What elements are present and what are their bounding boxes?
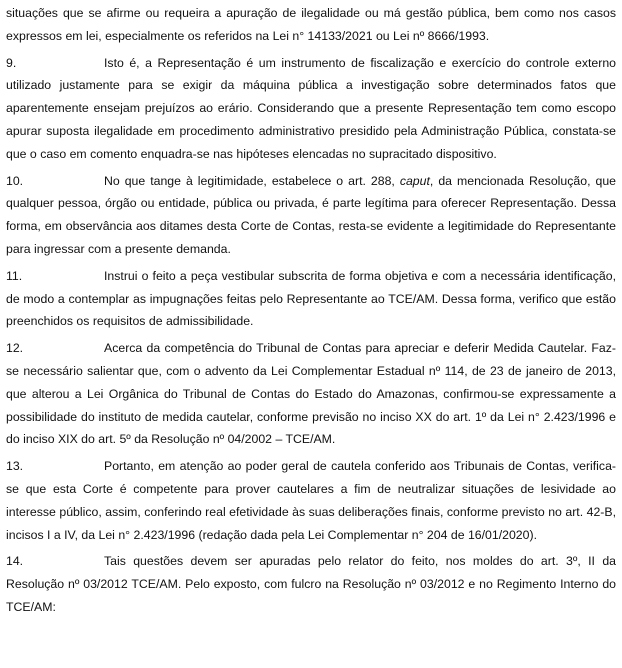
paragraph-number: 11. [6,268,23,283]
paragraph-10 [6,170,616,261]
italic-term: caput [399,173,430,188]
paragraph-text: Portanto, em atenção ao poder geral de cautela conferido aos Tribunais de Contas, verifica-se que esta Corte é competente para prover cautelares a fim de neutralizar situações de lesividade ao interesse público, assim, conferindo real efetividade às suas deliberações finais, conforme previsto no art. 42-B, incisos I a IV, da Lei n° 2.423/1996 (redação dada pela Lei Complementar n° 204 de 16/01/2020). [6,459,616,542]
intro-paragraph [6,2,616,48]
paragraph-text: Tais questões devem ser apuradas pelo relator do feito, nos moldes do art. 3º, II da Resolução nº 03/2012 TCE/AM. Pelo exposto, com fulcro na Resolução nº 03/2012 e no Regimento Interno do TCE/AM: [6,554,616,614]
paragraph-text: Isto é, a Representação é um instrumento de fiscalização e exercício do controle externo utilizado justamente para se exigir da máquina pública a investigação sobre determinados fatos que aparentemente ensejam prejuízos ao erário. Considerando que a presente Representação tem como escopo apurar suposta ilegalidade em procedimento administrativo presidido pela Administração Pública, constata-se que o caso em comento enquadra-se nas hipóteses elencadas no supracitado dispositivo. [6,55,616,161]
paragraph-14 [6,550,616,618]
paragraph-text: Acerca da competência do Tribunal de Contas para apreciar e deferir Medida Cautelar. Faz-se necessário salientar que, com o advento da Lei Complementar Estadual nº 114, de 23 de janeiro de 2013, que alterou a Lei Orgânica do Tribunal de Contas do Estado do Amazonas, confirmou-se expressamente a possibilidade do instituto de medida cautelar, conforme previsão no inciso XX do art. 1º da Lei n° 2.423/1996 e do inciso XIX do art. 5º da Resolução nº 04/2002 – TCE/AM. [6,341,616,447]
paragraph-number: 14. [6,554,24,569]
paragraph-number: 9. [6,55,17,70]
intro-text: situações que se afirme ou requeira a apuração de ilegalidade ou má gestão pública, bem como nos casos expressos em lei, especialmente os referidos na Lei n° 14133/2021 ou Lei nº 8666/1993. [6,6,616,43]
paragraph-12 [6,337,616,451]
paragraph-number: 13. [6,459,24,474]
paragraph-text: No que tange à legitimidade, estabelece o art. 288, [104,173,400,188]
paragraph-11 [6,265,616,333]
document-page [0,2,622,668]
paragraph-13 [6,455,616,546]
paragraph-number: 10. [6,173,24,188]
paragraph-text-continued: , da mencionada Resolução, que qualquer pessoa, órgão ou entidade, pública ou privada, é parte legítima para oferecer Representação. Dessa forma, em observância aos ditames desta Corte de Contas, resta-se evidente a legitimidade do Representante para ingressar com a presente demanda. [6,173,616,256]
paragraph-text: Instrui o feito a peça vestibular subscrita de forma objetiva e com a necessária identificação, de modo a contemplar as impugnações feitas pelo Representante ao TCE/AM. Dessa forma, verifico que estão preenchidos os requisitos de admissibilidade. [6,268,616,329]
paragraph-number: 12. [6,341,24,356]
paragraph-9 [6,52,616,166]
